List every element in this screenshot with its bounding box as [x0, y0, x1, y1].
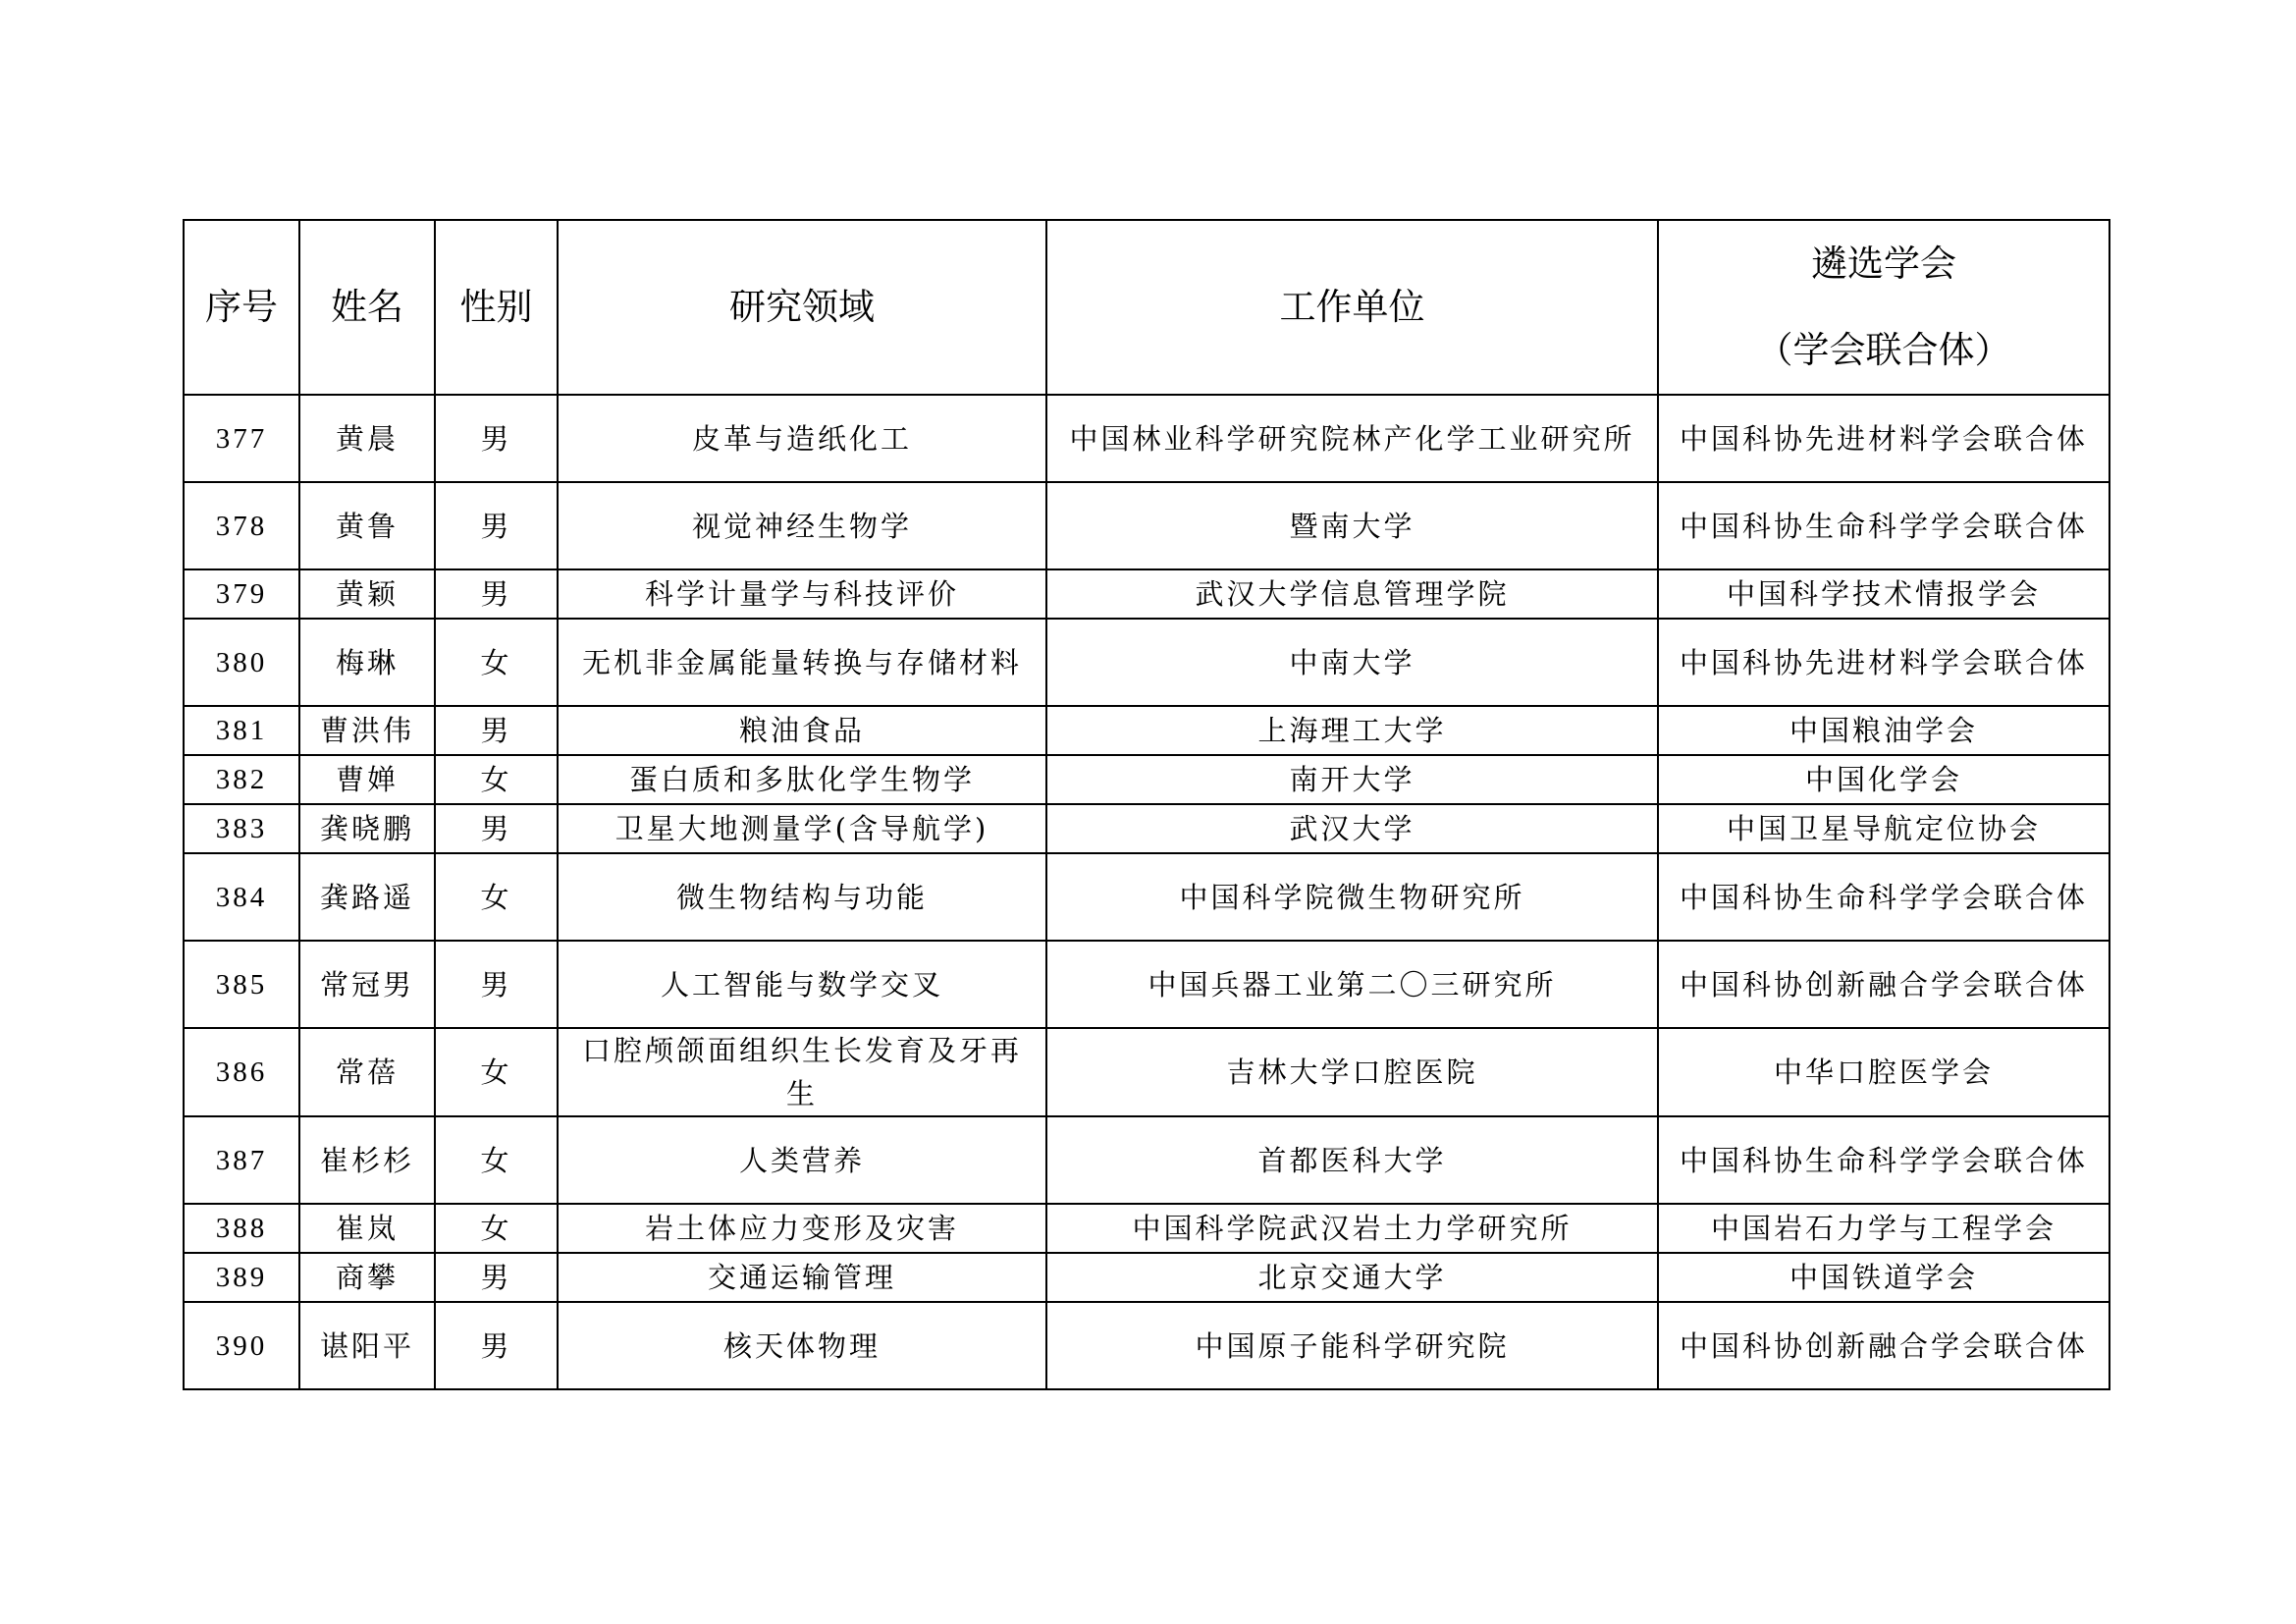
cell-society: 中国科协生命科学学会联合体 — [1658, 853, 2109, 941]
table-header — [184, 220, 2109, 395]
cell-workplace: 中国原子能科学研究院 — [1046, 1302, 1658, 1389]
cell-index: 382 — [184, 755, 299, 804]
cell-field: 蛋白质和多肽化学生物学 — [558, 755, 1046, 804]
cell-index: 388 — [184, 1204, 299, 1253]
cell-gender: 男 — [435, 804, 558, 853]
cell-field: 卫星大地测量学(含导航学) — [558, 804, 1046, 853]
cell-index: 384 — [184, 853, 299, 941]
cell-gender: 男 — [435, 706, 558, 755]
cell-gender: 女 — [435, 1028, 558, 1116]
cell-name: 黄鲁 — [299, 482, 435, 569]
table-row — [184, 1116, 2109, 1204]
cell-field: 科学计量学与科技评价 — [558, 569, 1046, 619]
cell-name: 龚晓鹏 — [299, 804, 435, 853]
cell-workplace: 南开大学 — [1046, 755, 1658, 804]
cell-gender: 女 — [435, 1116, 558, 1204]
table-row — [184, 706, 2109, 755]
cell-society: 中国科协生命科学学会联合体 — [1658, 1116, 2109, 1204]
cell-gender: 男 — [435, 1302, 558, 1389]
cell-index: 390 — [184, 1302, 299, 1389]
cell-workplace: 上海理工大学 — [1046, 706, 1658, 755]
cell-field: 无机非金属能量转换与存储材料 — [558, 619, 1046, 706]
cell-name: 黄晨 — [299, 395, 435, 482]
cell-field: 岩土体应力变形及灾害 — [558, 1204, 1046, 1253]
header-workplace: 工作单位 — [1046, 220, 1658, 395]
roster-table — [183, 219, 2110, 1390]
cell-society: 中国粮油学会 — [1658, 706, 2109, 755]
cell-workplace: 暨南大学 — [1046, 482, 1658, 569]
cell-field: 粮油食品 — [558, 706, 1046, 755]
cell-index: 386 — [184, 1028, 299, 1116]
header-name: 姓名 — [299, 220, 435, 395]
cell-gender: 男 — [435, 482, 558, 569]
cell-index: 380 — [184, 619, 299, 706]
cell-society: 中国科协先进材料学会联合体 — [1658, 619, 2109, 706]
table-row — [184, 755, 2109, 804]
cell-workplace: 首都医科大学 — [1046, 1116, 1658, 1204]
cell-index: 383 — [184, 804, 299, 853]
cell-society: 中华口腔医学会 — [1658, 1028, 2109, 1116]
table-body — [184, 395, 2109, 1389]
cell-gender: 男 — [435, 395, 558, 482]
cell-name: 崔杉杉 — [299, 1116, 435, 1204]
table-row — [184, 619, 2109, 706]
cell-society: 中国岩石力学与工程学会 — [1658, 1204, 2109, 1253]
cell-workplace: 吉林大学口腔医院 — [1046, 1028, 1658, 1116]
cell-name: 黄颖 — [299, 569, 435, 619]
cell-index: 377 — [184, 395, 299, 482]
header-field: 研究领域 — [558, 220, 1046, 395]
cell-field: 视觉神经生物学 — [558, 482, 1046, 569]
cell-field: 人工智能与数学交叉 — [558, 941, 1046, 1028]
cell-gender: 男 — [435, 569, 558, 619]
cell-society: 中国铁道学会 — [1658, 1253, 2109, 1302]
cell-workplace: 中国科学院微生物研究所 — [1046, 853, 1658, 941]
cell-society: 中国科协创新融合学会联合体 — [1658, 1302, 2109, 1389]
table-row — [184, 853, 2109, 941]
cell-field: 交通运输管理 — [558, 1253, 1046, 1302]
cell-index: 389 — [184, 1253, 299, 1302]
cell-society: 中国化学会 — [1658, 755, 2109, 804]
table-row — [184, 1028, 2109, 1116]
cell-workplace: 中国林业科学研究院林产化学工业研究所 — [1046, 395, 1658, 482]
cell-name: 梅琳 — [299, 619, 435, 706]
cell-field: 人类营养 — [558, 1116, 1046, 1204]
cell-name: 常蓓 — [299, 1028, 435, 1116]
cell-index: 385 — [184, 941, 299, 1028]
cell-workplace: 中南大学 — [1046, 619, 1658, 706]
cell-index: 379 — [184, 569, 299, 619]
table-row — [184, 1253, 2109, 1302]
cell-workplace: 中国兵器工业第二〇三研究所 — [1046, 941, 1658, 1028]
cell-index: 381 — [184, 706, 299, 755]
cell-field: 核天体物理 — [558, 1302, 1046, 1389]
cell-workplace: 武汉大学 — [1046, 804, 1658, 853]
cell-gender: 女 — [435, 755, 558, 804]
cell-name: 常冠男 — [299, 941, 435, 1028]
cell-society: 中国卫星导航定位协会 — [1658, 804, 2109, 853]
table-row — [184, 569, 2109, 619]
cell-gender: 男 — [435, 941, 558, 1028]
cell-name: 曹洪伟 — [299, 706, 435, 755]
cell-workplace: 北京交通大学 — [1046, 1253, 1658, 1302]
table-row — [184, 941, 2109, 1028]
cell-index: 378 — [184, 482, 299, 569]
cell-field: 微生物结构与功能 — [558, 853, 1046, 941]
table-row — [184, 804, 2109, 853]
header-index: 序号 — [184, 220, 299, 395]
table-row — [184, 395, 2109, 482]
cell-name: 龚路遥 — [299, 853, 435, 941]
cell-workplace: 武汉大学信息管理学院 — [1046, 569, 1658, 619]
cell-name: 谌阳平 — [299, 1302, 435, 1389]
cell-workplace: 中国科学院武汉岩土力学研究所 — [1046, 1204, 1658, 1253]
cell-society: 中国科协生命科学学会联合体 — [1658, 482, 2109, 569]
header-society-line1: 遴选学会 — [1811, 243, 1956, 285]
cell-gender: 女 — [435, 853, 558, 941]
cell-society: 中国科协创新融合学会联合体 — [1658, 941, 2109, 1028]
cell-society: 中国科协先进材料学会联合体 — [1658, 395, 2109, 482]
cell-field: 口腔颅颌面组织生长发育及牙再生 — [558, 1028, 1046, 1116]
table-row — [184, 1302, 2109, 1389]
header-society-line2: （学会联合体） — [1756, 329, 2011, 371]
table-row — [184, 482, 2109, 569]
cell-gender: 女 — [435, 1204, 558, 1253]
header-gender: 性别 — [435, 220, 558, 395]
cell-name: 商攀 — [299, 1253, 435, 1302]
cell-name: 崔岚 — [299, 1204, 435, 1253]
table-row — [184, 1204, 2109, 1253]
cell-index: 387 — [184, 1116, 299, 1204]
cell-society: 中国科学技术情报学会 — [1658, 569, 2109, 619]
cell-name: 曹婵 — [299, 755, 435, 804]
cell-gender: 男 — [435, 1253, 558, 1302]
header-society — [1658, 220, 2109, 395]
cell-gender: 女 — [435, 619, 558, 706]
cell-field: 皮革与造纸化工 — [558, 395, 1046, 482]
